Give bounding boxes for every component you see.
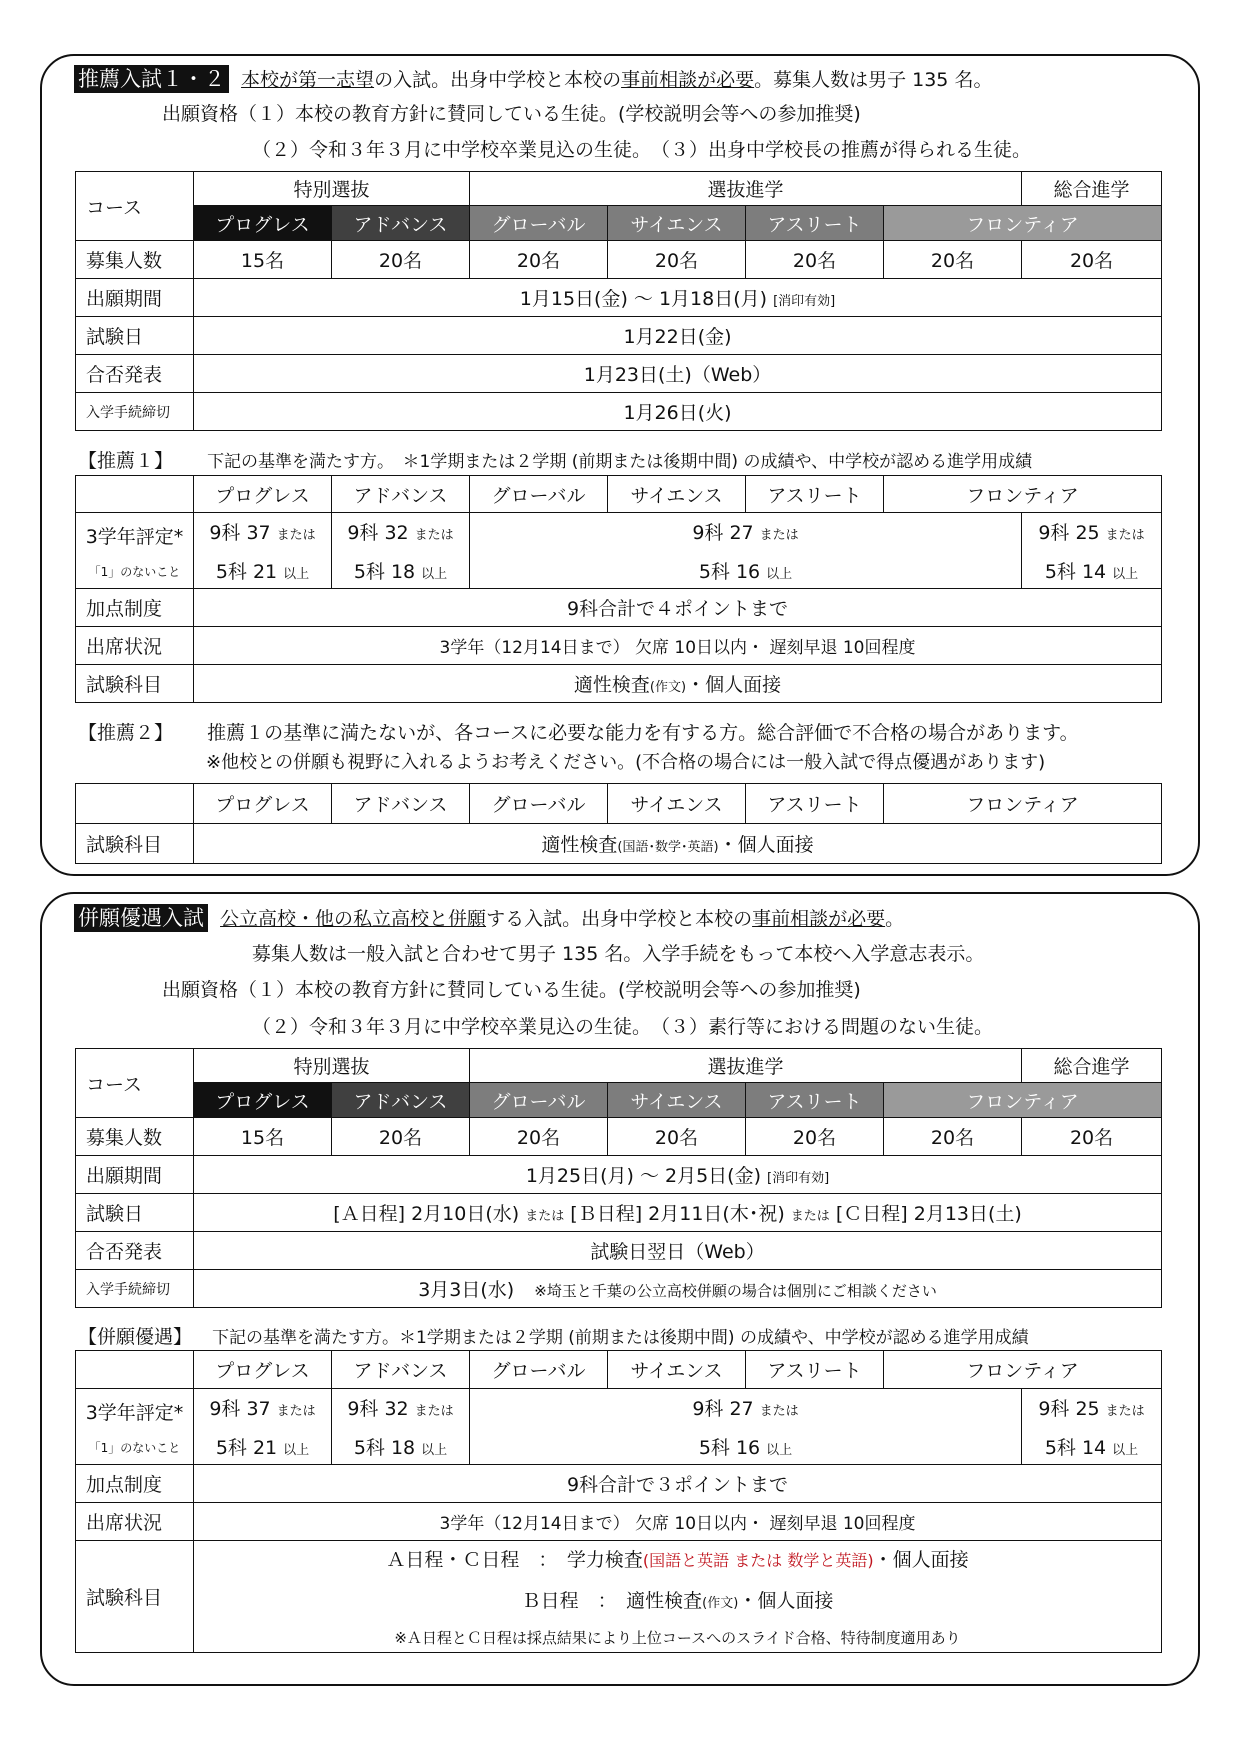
course-advance: アドバンス: [332, 206, 470, 241]
criteria-above: 以上: [421, 566, 448, 582]
criteria-value: 9科 27: [692, 1397, 754, 1420]
subject-b-paren: (作文): [702, 1596, 739, 1611]
criteria-value: 5科 16: [698, 1436, 761, 1459]
course-global: グローバル: [470, 206, 608, 241]
intro-consult: 事前相談が必要: [752, 908, 886, 930]
criteria-value: 5科 14: [1044, 560, 1107, 583]
course-progress: プログレス: [194, 206, 332, 241]
subject-main: 適性検査: [573, 674, 650, 696]
exam-day-value: 1月22日(金): [194, 317, 1162, 355]
criteria-frontier: [1022, 513, 1162, 589]
capacity-cell: 20名: [746, 1118, 884, 1156]
result-label: 合否発表: [76, 1232, 194, 1270]
criteria-or: または: [414, 527, 454, 543]
bonus-label: 加点制度: [76, 589, 194, 627]
attendance-value: 3学年（12月14日まで） 欠席 10日以内・ 遅刻早退 10回程度: [194, 1503, 1162, 1541]
course-progress: プログレス: [194, 784, 332, 824]
period-dates: 1月25日(月) ～ 2月5日(金): [525, 1165, 761, 1187]
intro-text: の入試。出身中学校と本校の: [374, 69, 622, 91]
course-global: グローバル: [470, 1083, 608, 1118]
recommend-qualification-1: 出願資格（１）本校の教育方針に賛同している生徒。(学校説明会等への参加推奨): [162, 103, 861, 125]
subject-ac-tail: ・個人面接: [873, 1549, 969, 1571]
heigan-criteria-desc: 下記の基準を満たす方。＊1学期または２学期 (前期または後期中間) の成績や、中学校が認める進学用成績: [212, 1328, 1029, 1348]
attendance-value: 3学年（12月14日まで） 欠席 10日以内・ 遅刻早退 10回程度: [194, 627, 1162, 665]
course-label: コース: [76, 172, 194, 241]
criteria-value: 9科 32: [347, 521, 409, 544]
group-senbatsu: 選抜進学: [470, 1049, 1022, 1083]
bonus-value: 9科合計で４ポイントまで: [194, 589, 1162, 627]
procedure-date: 3月3日(水): [418, 1279, 515, 1301]
recommend1-criteria-table: [75, 475, 1162, 703]
criteria-above: 以上: [283, 1442, 310, 1458]
criteria-value: 5科 21: [215, 1436, 278, 1459]
subject-note: ※Ａ日程とＣ日程は採点結果により上位コースへのスライド合格、特待制度適用あり: [394, 1629, 961, 1647]
result-value: 試験日翌日（Web）: [194, 1232, 1162, 1270]
criteria-value: 9科 37: [209, 1397, 271, 1420]
intro-end: 。: [885, 908, 905, 930]
capacity-cell: 20名: [884, 1118, 1022, 1156]
course-frontier: フロンティア: [884, 206, 1162, 241]
criteria-value: 5科 16: [698, 560, 761, 583]
bonus-label: 加点制度: [76, 1465, 194, 1503]
criteria-above: 以上: [1112, 1442, 1139, 1458]
course-advance: アドバンス: [332, 476, 470, 513]
course-frontier: フロンティア: [884, 1083, 1162, 1118]
capacity-cell: 15名: [194, 241, 332, 279]
subject-main: 適性検査: [541, 834, 618, 856]
subject-tail: ・個人面接: [686, 674, 782, 696]
heigan-intro-line2: 募集人数は一般入試と合わせて男子 135 名。入学手続をもって本校へ入学意志表示。: [252, 943, 985, 965]
course-athlete: アスリート: [746, 206, 884, 241]
exam-day-a: [Ａ日程] 2月10日(水): [333, 1203, 520, 1225]
criteria-value: 9科 32: [347, 1397, 409, 1420]
group-senbatsu: 選抜進学: [470, 172, 1022, 206]
criteria-above: 以上: [283, 566, 310, 582]
criteria-above: 以上: [421, 1442, 448, 1458]
criteria-or: または: [276, 527, 316, 543]
capacity-label: 募集人数: [76, 241, 194, 279]
course-science: サイエンス: [608, 1351, 746, 1389]
recommend-tag: 推薦入試１・２: [74, 65, 229, 93]
criteria-or: または: [759, 527, 799, 543]
period-value: [194, 279, 1162, 317]
procedure-label: 入学手続締切: [76, 1270, 194, 1308]
course-science: サイエンス: [608, 784, 746, 824]
period-label: 出願期間: [76, 1156, 194, 1194]
course-progress: プログレス: [194, 1351, 332, 1389]
grade-title: 3学年評定*: [85, 525, 184, 548]
recommend2-note: ※他校との併願も視野に入れるようお考えください。(不合格の場合には一般入試で得点優遇があります): [206, 752, 1046, 773]
exam-or: または: [790, 1209, 830, 1224]
recommend2-title: 【推薦２】: [78, 722, 174, 744]
capacity-cell: 20名: [470, 241, 608, 279]
result-label: 合否発表: [76, 355, 194, 393]
course-athlete: アスリート: [746, 1083, 884, 1118]
criteria-value: 5科 14: [1044, 1436, 1107, 1459]
capacity-cell: 20名: [608, 241, 746, 279]
criteria-value: 9科 25: [1038, 1397, 1100, 1420]
period-note: [消印有効]: [773, 294, 836, 309]
intro-first-choice: 本校が第一志望: [241, 69, 375, 91]
criteria-value: 5科 18: [353, 560, 416, 583]
capacity-cell: 20名: [470, 1118, 608, 1156]
criteria-value: 9科 25: [1038, 521, 1100, 544]
recommend2-heading: [78, 718, 1079, 745]
course-frontier: フロンティア: [884, 476, 1162, 513]
exam-day-label: 試験日: [76, 1194, 194, 1232]
procedure-note: ※埼玉と千葉の公立高校併願の場合は個別にご相談ください: [534, 1282, 937, 1300]
course-advance: アドバンス: [332, 1083, 470, 1118]
capacity-cell: 20名: [332, 241, 470, 279]
exam-day-b: [Ｂ日程] 2月11日(木･祝): [570, 1203, 785, 1225]
group-sogo: 総合進学: [1022, 1049, 1162, 1083]
recommend1-heading: [78, 446, 1032, 473]
criteria-above: 以上: [766, 1442, 793, 1458]
exam-or: または: [525, 1209, 565, 1224]
subject-ac: Ａ日程・Ｃ日程 ： 学力検査: [386, 1549, 643, 1571]
subjects-value: [194, 665, 1162, 703]
intro-consult: 事前相談が必要: [621, 69, 755, 91]
heigan-intro: [74, 908, 904, 929]
criteria-or: または: [759, 1403, 799, 1419]
group-tokubetsu: 特別選抜: [194, 1049, 470, 1083]
heigan-subjects-value: [194, 1541, 1162, 1653]
capacity-label: 募集人数: [76, 1118, 194, 1156]
procedure-value: [194, 1270, 1162, 1308]
procedure-label: 入学手続締切: [76, 393, 194, 431]
criteria-or: または: [1105, 1403, 1145, 1419]
criteria-progress: [194, 1389, 332, 1465]
capacity-cell: 20名: [608, 1118, 746, 1156]
course-athlete: アスリート: [746, 784, 884, 824]
grade-label: [76, 513, 194, 589]
course-global: グローバル: [470, 1351, 608, 1389]
course-science: サイエンス: [608, 206, 746, 241]
subjects-value: [194, 824, 1162, 864]
heigan-schedule-table: [75, 1048, 1162, 1308]
course-advance: アドバンス: [332, 784, 470, 824]
criteria-advance: [332, 513, 470, 589]
criteria-frontier: [1022, 1389, 1162, 1465]
period-dates: 1月15日(金) ～ 1月18日(月): [519, 288, 768, 310]
exam-day-c: [Ｃ日程] 2月13日(土): [835, 1203, 1022, 1225]
criteria-above: 以上: [1112, 566, 1139, 582]
heigan-qualification-2: （２）令和３年３月に中学校卒業見込の生徒。 （３）素行等における問題のない生徒。: [252, 1016, 994, 1038]
criteria-or: または: [1105, 527, 1145, 543]
criteria-advance: [332, 1389, 470, 1465]
criteria-senbatsu: [470, 513, 1022, 589]
course-athlete: アスリート: [746, 476, 884, 513]
period-note: [消印有効]: [767, 1171, 830, 1186]
subject-b: Ｂ日程 ： 適性検査: [521, 1590, 703, 1612]
subject-ac-options: (国語と英語 または 数学と英語): [642, 1551, 874, 1570]
intro-capacity: 。募集人数は男子 135 名。: [754, 69, 993, 91]
criteria-value: 5科 21: [215, 560, 278, 583]
criteria-value: 9科 27: [692, 521, 754, 544]
subject-b-tail: ・個人面接: [738, 1590, 834, 1612]
criteria-or: または: [276, 1403, 316, 1419]
course-global: グローバル: [470, 784, 608, 824]
capacity-cell: 20名: [332, 1118, 470, 1156]
procedure-value: 1月26日(火): [194, 393, 1162, 431]
course-advance: アドバンス: [332, 1351, 470, 1389]
capacity-cell: 20名: [884, 241, 1022, 279]
heigan-criteria-heading: [78, 1322, 1029, 1349]
course-progress: プログレス: [194, 476, 332, 513]
period-value: [194, 1156, 1162, 1194]
grade-title: 3学年評定*: [85, 1401, 184, 1424]
recommend-qualification-2: （２）令和３年３月に中学校卒業見込の生徒。 （３）出身中学校長の推薦が得られる生徒。: [252, 139, 1032, 161]
recommend2-desc: 推薦１の基準に満たないが、各コースに必要な能力を有する方。総合評価で不合格の場合があります。: [207, 722, 1079, 744]
course-frontier: フロンティア: [884, 784, 1162, 824]
heigan-tag: 併願優遇入試: [74, 904, 208, 932]
course-label: コース: [76, 1049, 194, 1118]
heigan-criteria-title: 【併願優遇】: [78, 1326, 193, 1348]
subjects-label: 試験科目: [76, 824, 194, 864]
bonus-value: 9科合計で３ポイントまで: [194, 1465, 1162, 1503]
course-science: サイエンス: [608, 1083, 746, 1118]
grade-label: [76, 1389, 194, 1465]
attendance-label: 出席状況: [76, 1503, 194, 1541]
capacity-cell: 20名: [746, 241, 884, 279]
recommend-schedule-table: [75, 171, 1162, 431]
criteria-value: 5科 18: [353, 1436, 416, 1459]
intro-text: する入試。出身中学校と本校の: [486, 908, 753, 930]
grade-note: 「1」のないこと: [88, 564, 181, 579]
grade-note: 「1」のないこと: [88, 1440, 181, 1455]
exam-day-label: 試験日: [76, 317, 194, 355]
subject-paren: (作文): [649, 680, 687, 695]
subjects-label: 試験科目: [76, 1541, 194, 1653]
criteria-senbatsu: [470, 1389, 1022, 1465]
capacity-cell: 20名: [1022, 1118, 1162, 1156]
intro-heigan: 公立高校・他の私立高校と併願: [220, 908, 487, 930]
group-sogo: 総合進学: [1022, 172, 1162, 206]
capacity-cell: 15名: [194, 1118, 332, 1156]
group-tokubetsu: 特別選抜: [194, 172, 470, 206]
result-value: 1月23日(土)（Web）: [194, 355, 1162, 393]
attendance-label: 出席状況: [76, 627, 194, 665]
heigan-qualification-1: 出願資格（１）本校の教育方針に賛同している生徒。(学校説明会等への参加推奨): [162, 979, 861, 1001]
recommend2-table: [75, 783, 1162, 864]
criteria-or: または: [414, 1403, 454, 1419]
recommend-intro: [74, 69, 992, 90]
heigan-criteria-table: [75, 1350, 1162, 1653]
exam-day-value: [194, 1194, 1162, 1232]
course-frontier: フロンティア: [884, 1351, 1162, 1389]
capacity-cell: 20名: [1022, 241, 1162, 279]
course-athlete: アスリート: [746, 1351, 884, 1389]
course-progress: プログレス: [194, 1083, 332, 1118]
subject-tail: ・個人面接: [718, 834, 814, 856]
course-global: グローバル: [470, 476, 608, 513]
recommend1-title: 【推薦１】: [78, 450, 174, 472]
recommend1-desc: 下記の基準を満たす方。 ＊1学期または２学期 (前期または後期中間) の成績や、中学校が認める進学用成績: [207, 452, 1033, 472]
subject-paren: (国語･数学･英語): [617, 840, 719, 855]
criteria-above: 以上: [766, 566, 793, 582]
criteria-value: 9科 37: [209, 521, 271, 544]
period-label: 出願期間: [76, 279, 194, 317]
criteria-progress: [194, 513, 332, 589]
course-science: サイエンス: [608, 476, 746, 513]
subjects-label: 試験科目: [76, 665, 194, 703]
